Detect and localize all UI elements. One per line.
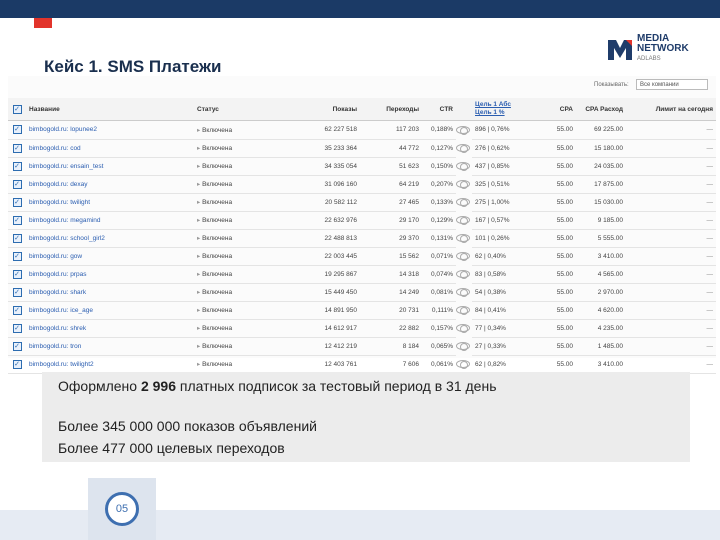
row-limit: — xyxy=(626,157,716,175)
row-status[interactable]: ▸ Включена xyxy=(194,301,298,319)
table-row[interactable] xyxy=(8,355,716,373)
filter-label: Показывать: xyxy=(594,82,629,88)
row-impressions: 20 582 112 xyxy=(298,193,360,211)
checkbox-icon[interactable]: ✓ xyxy=(14,234,20,242)
logo-icon xyxy=(608,38,632,60)
row-info-icon[interactable] xyxy=(456,252,470,260)
row-spend: 17 875.00 xyxy=(576,175,626,193)
row-name[interactable]: bimbogold.ru: megamind xyxy=(26,211,194,229)
row-clicks: 64 219 xyxy=(360,175,422,193)
col-goal-abs[interactable]: Цель 1 Абс xyxy=(475,101,511,108)
row-info-icon[interactable] xyxy=(456,162,470,170)
row-name[interactable]: bimbogold.ru: shark xyxy=(26,283,194,301)
row-cpa: 55.00 xyxy=(536,355,576,373)
checkbox-icon[interactable]: ✓ xyxy=(14,198,20,206)
row-checkbox[interactable] xyxy=(8,337,26,355)
logo-line-1: MEDIA xyxy=(637,33,670,44)
row-status[interactable]: ▸ Включена xyxy=(194,175,298,193)
row-status[interactable]: ▸ Включена xyxy=(194,355,298,373)
row-impressions: 22 003 445 xyxy=(298,247,360,265)
row-name[interactable]: bimbogold.ru: prpas xyxy=(26,265,194,283)
col-limit[interactable]: Лимит на сегодня xyxy=(626,98,716,121)
table-row[interactable] xyxy=(8,283,716,301)
row-ctr: 0,111% xyxy=(422,301,456,319)
row-status[interactable]: ▸ Включена xyxy=(194,283,298,301)
row-impressions: 34 335 054 xyxy=(298,157,360,175)
row-goal: 276 | 0,62% xyxy=(472,139,536,157)
row-spend: 4 565.00 xyxy=(576,265,626,283)
row-checkbox[interactable] xyxy=(8,139,26,157)
row-name[interactable]: bimbogold.ru: tron xyxy=(26,337,194,355)
row-info-icon[interactable] xyxy=(456,198,470,206)
row-info-icon[interactable] xyxy=(456,144,470,152)
row-cpa: 55.00 xyxy=(536,157,576,175)
info-circle-icon[interactable] xyxy=(460,253,468,261)
row-checkbox[interactable] xyxy=(8,247,26,265)
row-impressions: 19 295 867 xyxy=(298,265,360,283)
table-row[interactable] xyxy=(8,247,716,265)
row-checkbox[interactable] xyxy=(8,229,26,247)
row-limit: — xyxy=(626,283,716,301)
row-clicks: 15 562 xyxy=(360,247,422,265)
col-status[interactable]: Статус xyxy=(194,98,298,121)
row-info-icon[interactable] xyxy=(456,324,470,332)
row-cpa: 55.00 xyxy=(536,139,576,157)
row-limit: — xyxy=(626,355,716,373)
info-circle-icon[interactable] xyxy=(460,235,468,243)
row-spend: 3 410.00 xyxy=(576,355,626,373)
row-info-icon[interactable] xyxy=(456,306,470,314)
info-circle-icon[interactable] xyxy=(460,271,468,279)
row-limit: — xyxy=(626,139,716,157)
row-spend: 69 225.00 xyxy=(576,121,626,140)
row-status[interactable]: ▸ Включена xyxy=(194,157,298,175)
row-clicks: 117 203 xyxy=(360,121,422,140)
row-spend: 15 030.00 xyxy=(576,193,626,211)
row-name[interactable]: bimbogold.ru: twilight2 xyxy=(26,355,194,373)
row-goal: 325 | 0,51% xyxy=(472,175,536,193)
row-limit: — xyxy=(626,193,716,211)
row-status[interactable]: ▸ Включена xyxy=(194,139,298,157)
row-info-icon[interactable] xyxy=(456,270,470,278)
info-circle-icon[interactable] xyxy=(460,127,468,135)
row-checkbox[interactable] xyxy=(8,193,26,211)
row-status[interactable]: ▸ Включена xyxy=(194,193,298,211)
row-ctr: 0,061% xyxy=(422,355,456,373)
row-clicks: 8 184 xyxy=(360,337,422,355)
row-ctr: 0,207% xyxy=(422,175,456,193)
table-row[interactable] xyxy=(8,121,716,140)
row-checkbox[interactable] xyxy=(8,283,26,301)
row-ctr: 0,157% xyxy=(422,319,456,337)
row-clicks: 29 170 xyxy=(360,211,422,229)
row-status[interactable]: ▸ Включена xyxy=(194,319,298,337)
row-limit: — xyxy=(626,175,716,193)
row-impressions: 35 233 364 xyxy=(298,139,360,157)
row-limit: — xyxy=(626,337,716,355)
checkbox-icon[interactable]: ✓ xyxy=(14,270,20,278)
checkbox-icon[interactable]: ✓ xyxy=(14,126,20,134)
row-info-icon[interactable] xyxy=(456,126,470,134)
info-circle-icon[interactable] xyxy=(460,199,468,207)
row-checkbox[interactable] xyxy=(8,175,26,193)
row-spend: 4 620.00 xyxy=(576,301,626,319)
row-clicks: 22 882 xyxy=(360,319,422,337)
row-limit: — xyxy=(626,265,716,283)
row-name[interactable]: bimbogold.ru: dexay xyxy=(26,175,194,193)
row-cpa: 55.00 xyxy=(536,193,576,211)
top-bar xyxy=(0,0,720,18)
row-spend: 2 970.00 xyxy=(576,283,626,301)
summary-impressions: Более 345 000 000 показов объявлений xyxy=(58,418,317,434)
row-status[interactable]: ▸ Включена xyxy=(194,211,298,229)
slide-title: Кейс 1. SMS Платежи xyxy=(44,57,222,76)
summary-subscriptions-count: 2 996 xyxy=(140,378,177,394)
row-limit: — xyxy=(626,247,716,265)
checkbox-icon[interactable]: ✓ xyxy=(14,360,20,368)
row-impressions: 31 096 160 xyxy=(298,175,360,193)
checkbox-icon[interactable]: ✓ xyxy=(14,324,20,332)
row-clicks: 14 249 xyxy=(360,283,422,301)
row-status[interactable]: ▸ Включена xyxy=(194,121,298,140)
row-goal: 437 | 0,85% xyxy=(472,157,536,175)
row-checkbox[interactable] xyxy=(8,211,26,229)
row-ctr: 0,071% xyxy=(422,247,456,265)
col-cpa[interactable]: CPA xyxy=(536,98,576,121)
row-impressions: 62 227 518 xyxy=(298,121,360,140)
row-limit: — xyxy=(626,211,716,229)
table-row[interactable] xyxy=(8,211,716,229)
row-status[interactable]: ▸ Включена xyxy=(194,247,298,265)
checkbox-icon[interactable]: ✓ xyxy=(14,306,20,314)
row-spend: 24 035.00 xyxy=(576,157,626,175)
table-toolbar xyxy=(8,76,716,98)
info-circle-icon[interactable] xyxy=(460,181,468,189)
row-clicks: 7 606 xyxy=(360,355,422,373)
row-name[interactable]: bimbogold.ru: ensain_test xyxy=(26,157,194,175)
checkbox-icon[interactable]: ✓ xyxy=(14,342,20,350)
row-ctr: 0,074% xyxy=(422,265,456,283)
row-checkbox[interactable] xyxy=(8,355,26,373)
row-ctr: 0,188% xyxy=(422,121,456,140)
table-row[interactable] xyxy=(8,337,716,355)
col-impressions[interactable]: Показы xyxy=(298,98,360,121)
row-clicks: 27 465 xyxy=(360,193,422,211)
info-circle-icon[interactable] xyxy=(460,289,468,297)
campaign-table-screenshot xyxy=(8,76,716,368)
table-header-row xyxy=(8,98,716,121)
row-clicks: 51 623 xyxy=(360,157,422,175)
row-name[interactable]: bimbogold.ru: lopunee2 xyxy=(26,121,194,140)
summary-subscriptions xyxy=(58,378,496,394)
table-row[interactable] xyxy=(8,175,716,193)
row-checkbox[interactable] xyxy=(8,121,26,140)
row-spend: 4 235.00 xyxy=(576,319,626,337)
row-spend: 9 185.00 xyxy=(576,211,626,229)
row-limit: — xyxy=(626,301,716,319)
row-name[interactable]: bimbogold.ru: shrek xyxy=(26,319,194,337)
row-goal: 54 | 0,38% xyxy=(472,283,536,301)
row-info-icon[interactable] xyxy=(456,360,470,368)
row-clicks: 20 731 xyxy=(360,301,422,319)
row-impressions: 12 412 219 xyxy=(298,337,360,355)
row-limit: — xyxy=(626,121,716,140)
media-network-logo xyxy=(608,34,689,64)
page-number: 05 xyxy=(115,503,129,515)
row-impressions: 22 632 976 xyxy=(298,211,360,229)
row-cpa: 55.00 xyxy=(536,229,576,247)
row-clicks: 29 370 xyxy=(360,229,422,247)
col-goal-pct[interactable]: Цель 1 % xyxy=(475,109,505,116)
row-checkbox[interactable] xyxy=(8,301,26,319)
table-row[interactable] xyxy=(8,319,716,337)
row-cpa: 55.00 xyxy=(536,283,576,301)
row-goal: 77 | 0,34% xyxy=(472,319,536,337)
row-name[interactable]: bimbogold.ru: school_girl2 xyxy=(26,229,194,247)
row-cpa: 55.00 xyxy=(536,265,576,283)
row-info-icon[interactable] xyxy=(456,234,470,242)
table-row[interactable] xyxy=(8,229,716,247)
row-impressions: 22 488 813 xyxy=(298,229,360,247)
row-goal: 896 | 0,76% xyxy=(472,121,536,140)
table-row[interactable] xyxy=(8,193,716,211)
row-status[interactable]: ▸ Включена xyxy=(194,337,298,355)
row-name[interactable]: bimbogold.ru: ice_age xyxy=(26,301,194,319)
row-spend: 3 410.00 xyxy=(576,247,626,265)
select-all-checkbox[interactable]: ✓ xyxy=(8,98,26,121)
col-cpa-spend[interactable]: CPA Расход xyxy=(576,98,626,121)
row-spend: 1 485.00 xyxy=(576,337,626,355)
row-info-icon[interactable] xyxy=(456,288,470,296)
col-ctr[interactable]: CTR xyxy=(422,98,456,121)
row-ctr: 0,129% xyxy=(422,211,456,229)
col-name[interactable]: Название xyxy=(26,98,194,121)
page-number-badge xyxy=(105,492,139,526)
row-goal: 27 | 0,33% xyxy=(472,337,536,355)
info-circle-icon[interactable] xyxy=(460,217,468,225)
row-ctr: 0,065% xyxy=(422,337,456,355)
row-cpa: 55.00 xyxy=(536,337,576,355)
row-checkbox[interactable] xyxy=(8,265,26,283)
logo-line-3: ADLABS xyxy=(637,56,661,62)
row-spend: 15 180.00 xyxy=(576,139,626,157)
info-circle-icon[interactable] xyxy=(460,325,468,333)
row-info-icon[interactable] xyxy=(456,216,470,224)
info-circle-icon[interactable] xyxy=(460,145,468,153)
row-checkbox[interactable] xyxy=(8,319,26,337)
row-ctr: 0,150% xyxy=(422,157,456,175)
col-spacer xyxy=(456,98,472,121)
row-name[interactable]: bimbogold.ru: cod xyxy=(26,139,194,157)
filter-select[interactable]: Все компании xyxy=(636,79,708,90)
row-clicks: 44 772 xyxy=(360,139,422,157)
row-goal: 83 | 0,58% xyxy=(472,265,536,283)
row-name[interactable]: bimbogold.ru: gow xyxy=(26,247,194,265)
info-circle-icon[interactable] xyxy=(460,361,468,369)
row-impressions: 12 403 761 xyxy=(298,355,360,373)
checkbox-icon[interactable]: ✓ xyxy=(14,288,20,296)
row-limit: — xyxy=(626,319,716,337)
checkbox-icon[interactable]: ✓ xyxy=(14,180,20,188)
row-goal: 84 | 0,41% xyxy=(472,301,536,319)
row-cpa: 55.00 xyxy=(536,211,576,229)
row-goal: 62 | 0,82% xyxy=(472,355,536,373)
row-checkbox[interactable] xyxy=(8,157,26,175)
checkbox-icon[interactable]: ✓ xyxy=(14,252,20,260)
summary-box xyxy=(42,372,690,462)
row-ctr: 0,127% xyxy=(422,139,456,157)
row-goal: 62 | 0,40% xyxy=(472,247,536,265)
row-status[interactable]: ▸ Включена xyxy=(194,265,298,283)
row-ctr: 0,131% xyxy=(422,229,456,247)
row-goal: 275 | 1,00% xyxy=(472,193,536,211)
row-status[interactable]: ▸ Включена xyxy=(194,229,298,247)
row-goal: 101 | 0,26% xyxy=(472,229,536,247)
summary-subscriptions-post: платных подписок за тестовый период в 31 день xyxy=(176,378,497,394)
table-row[interactable] xyxy=(8,157,716,175)
row-name[interactable]: bimbogold.ru: twilight xyxy=(26,193,194,211)
row-ctr: 0,133% xyxy=(422,193,456,211)
summary-subscriptions-pre: Оформлено xyxy=(58,378,141,394)
row-spend: 5 555.00 xyxy=(576,229,626,247)
table-row[interactable] xyxy=(8,301,716,319)
info-circle-icon[interactable] xyxy=(460,307,468,315)
row-limit: — xyxy=(626,229,716,247)
checkbox-icon[interactable]: ✓ xyxy=(14,162,20,170)
row-clicks: 14 318 xyxy=(360,265,422,283)
row-goal: 167 | 0,57% xyxy=(472,211,536,229)
info-circle-icon[interactable] xyxy=(460,163,468,171)
col-goal[interactable] xyxy=(472,98,536,121)
col-clicks[interactable]: Переходы xyxy=(360,98,422,121)
row-impressions: 14 891 950 xyxy=(298,301,360,319)
red-accent-tab xyxy=(34,18,52,28)
row-impressions: 14 612 917 xyxy=(298,319,360,337)
logo-line-2: NETWORK xyxy=(637,43,689,54)
info-circle-icon[interactable] xyxy=(460,343,468,351)
row-impressions: 15 449 450 xyxy=(298,283,360,301)
row-cpa: 55.00 xyxy=(536,301,576,319)
summary-clicks: Более 477 000 целевых переходов xyxy=(58,440,285,456)
table-row[interactable] xyxy=(8,265,716,283)
checkbox-icon[interactable]: ✓ xyxy=(14,144,20,152)
row-ctr: 0,081% xyxy=(422,283,456,301)
table-row[interactable] xyxy=(8,139,716,157)
row-cpa: 55.00 xyxy=(536,247,576,265)
row-cpa: 55.00 xyxy=(536,175,576,193)
row-cpa: 55.00 xyxy=(536,121,576,140)
row-cpa: 55.00 xyxy=(536,319,576,337)
checkbox-icon[interactable]: ✓ xyxy=(14,216,20,224)
row-info-icon[interactable] xyxy=(456,342,470,350)
row-info-icon[interactable] xyxy=(456,180,470,188)
campaign-table xyxy=(8,98,716,374)
